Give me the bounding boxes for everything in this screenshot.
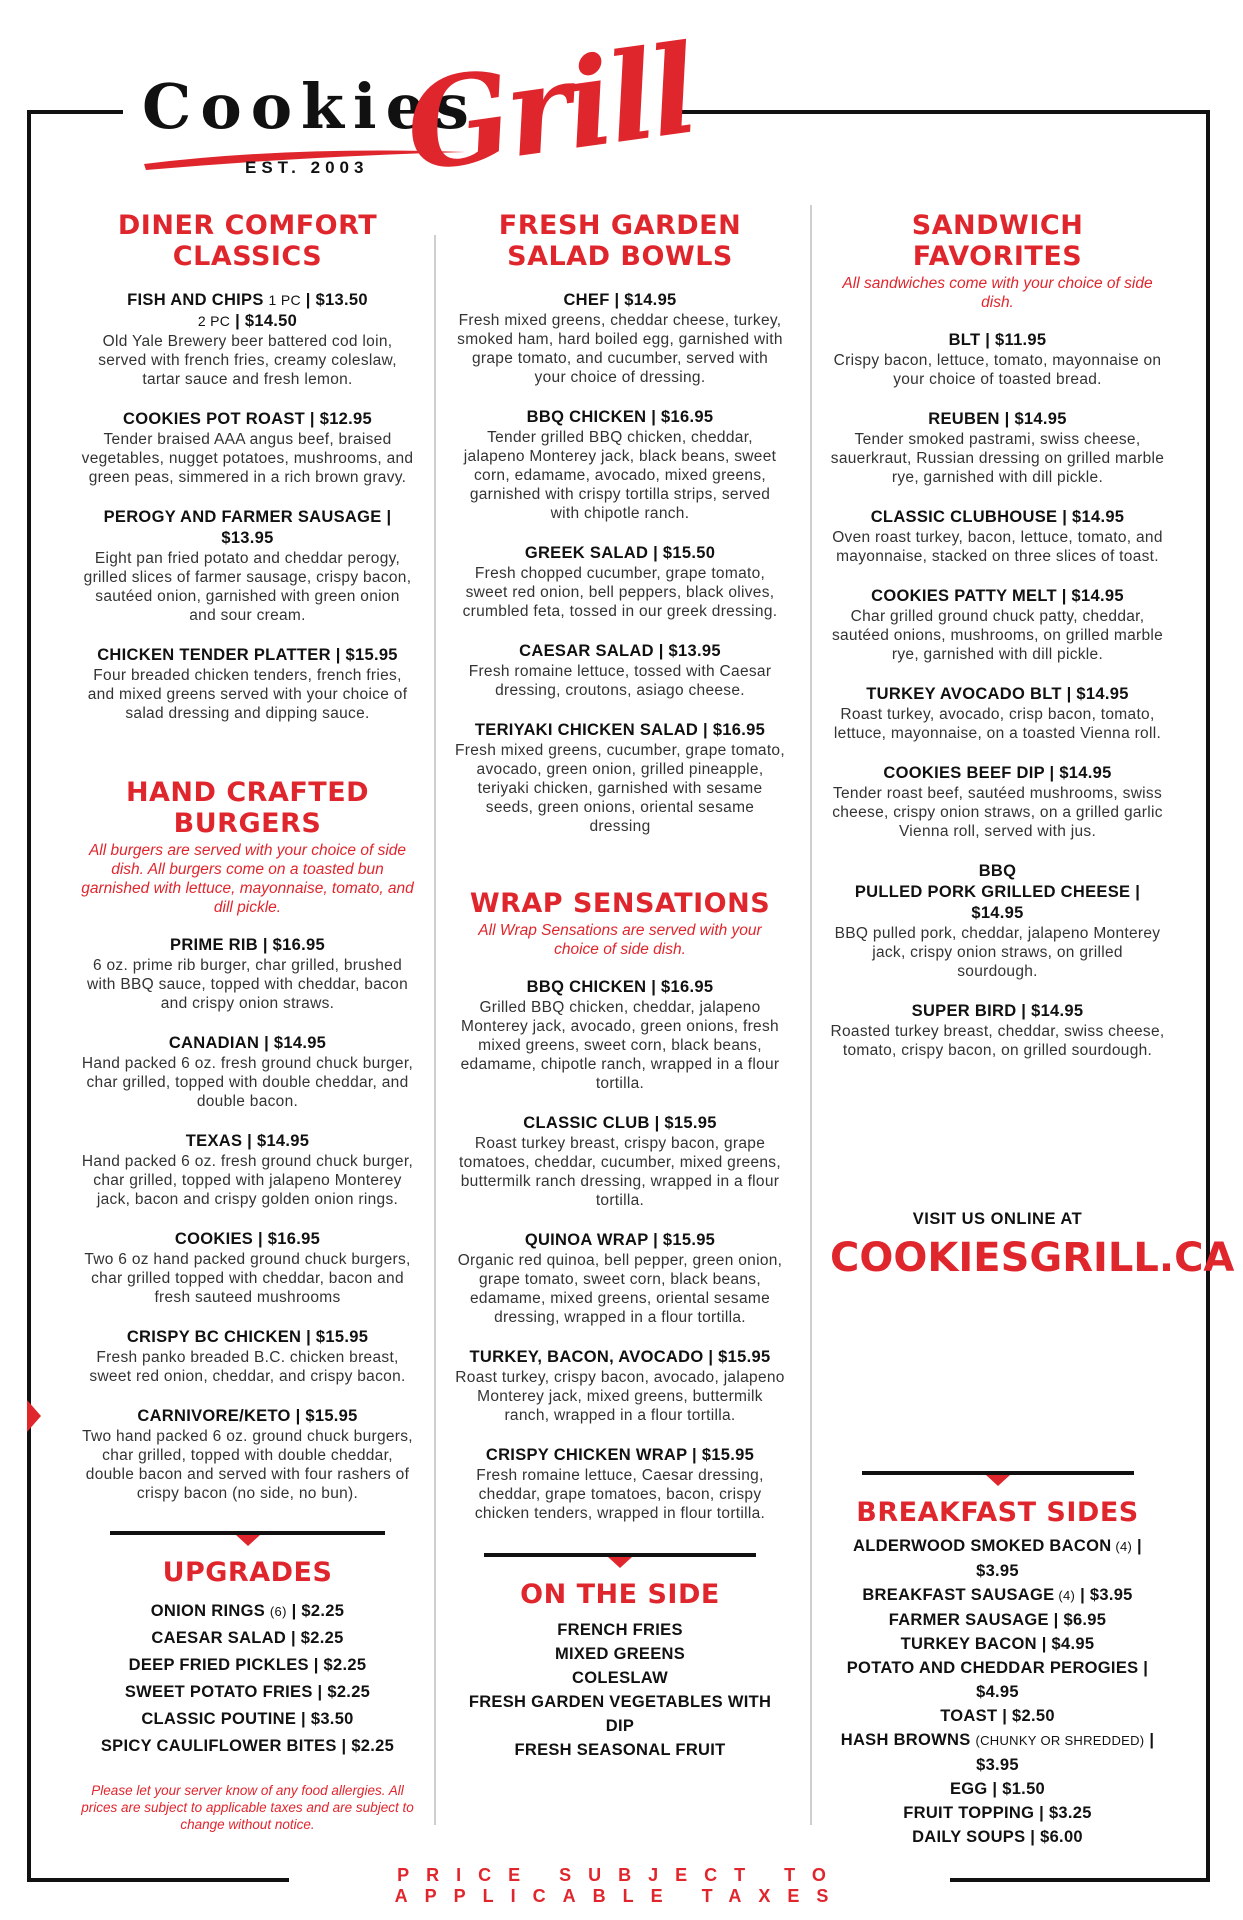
frame-right-border [1206,110,1210,1882]
section-title: BREAKFAST SIDES [856,1497,1139,1528]
section-breakfast-sides [830,1497,1165,1849]
menu-item-name: COOKIES | $16.95 [174,1230,321,1248]
section-separator [110,1531,385,1535]
section-note: All sandwiches come with your choice of side dish. [842,275,1153,311]
menu-column-right [830,210,1235,1849]
menu-item-description: Roasted turkey breast, cheddar, swiss cheese, tomato, crispy bacon, on grilled sourdough. [830,1023,1165,1059]
section-title: UPGRADES [162,1557,333,1588]
menu-item [455,720,785,836]
item-quantity: (4) [1111,1539,1133,1554]
menu-item-name: PEROGY AND FARMER SAUSAGE | $13.95 [103,508,392,547]
menu-item-name: BLT | $11.95 [948,331,1047,349]
menu-item-description: Tender grilled BBQ chicken, cheddar, jalapeno Monterey jack, black beans, sweet corn, edamame, avocado, mixed greens, garnished with crispy tortilla strips, served with chipotle ranch. [463,429,777,522]
menu-item-description: Fresh romaine lettuce, Caesar dressing, cheddar, grape tomatoes, bacon, crispy chicken tenders, wrapped in flour tortilla. [474,1467,766,1522]
menu-item-name: BBQ CHICKEN | $16.95 [526,408,714,426]
item-name-text: HASH BROWNS [840,1731,971,1749]
menu-item-description: Tender braised AAA angus beef, braised vegetables, nugget potatoes, mushrooms, and green peas, simmered in a rich brown gravy. [81,431,414,486]
column-divider-2 [810,205,812,1825]
menu-item-name: TERIYAKI CHICKEN SALAD | $16.95 [474,721,766,739]
item-quantity: (CHUNKY OR SHREDDED) [975,1733,1145,1748]
list-item: EGG | $1.50 [949,1780,1046,1798]
menu-item [80,409,415,487]
menu-item-description: Hand packed 6 oz. fresh ground chuck burger, char grilled, topped with jalapeno Monterey jack, bacon and crispy golden onion rings. [81,1153,414,1208]
list-item: POTATO AND CHEDDAR PEROGIES | $4.95 [846,1659,1149,1701]
item-price: | $3.95 [1080,1586,1133,1604]
list-item: SWEET POTATO FRIES | $2.25 [124,1683,371,1701]
brand-logo [138,16,703,210]
upgrades-list [80,1598,415,1760]
menu-item-description: Old Yale Brewery beer battered cod loin, served with french fries, creamy coleslaw, tartar sauce and fresh lemon. [98,333,397,388]
menu-item-description: Two 6 oz hand packed ground chuck burgers, char grilled topped with cheddar, bacon and fresh sauteed mushrooms [84,1251,411,1306]
menu-item-description: Fresh mixed greens, cheddar cheese, turkey, smoked ham, hard boiled egg, garnished with grape tomato, and cucumber, served with your choice of dressing. [457,312,783,386]
item-name-text: FISH AND CHIPS [127,291,264,309]
menu-item [830,1001,1165,1060]
menu-item [830,763,1165,841]
list-item [80,1598,415,1625]
menu-item-name [830,861,1165,924]
menu-item-description: Crispy bacon, lettuce, tomato, mayonnaise on your choice of toasted bread. [833,352,1162,388]
section-title: DINER COMFORT CLASSICS [117,210,378,272]
menu-item [80,507,415,625]
menu-item-description: Organic red quinoa, bell pepper, green onion, grape tomato, sweet corn, black beans, edamame, mixed greens, oriental sesame dressing, wrapped in a flour tortilla. [457,1252,783,1326]
list-item: FRESH GARDEN VEGETABLES WITH DIP [468,1693,772,1735]
menu-item [80,1327,415,1386]
menu-item-name: PRIME RIB | $16.95 [170,936,325,954]
breakfast-sides-list [830,1534,1165,1849]
menu-item-description: Tender roast beef, sautéed mushrooms, swiss cheese, crispy onion straws, on a grilled garlic Vienna roll, served with jus. [832,785,1163,840]
logo-cookies-text: Cookies [142,70,478,143]
menu-item-description: Oven roast turkey, bacon, lettuce, tomato, and mayonnaise, stacked on three slices of toast. [832,529,1163,565]
menu-item-description: 6 oz. prime rib burger, char grilled, brushed with BBQ sauce, topped with cheddar, bacon and crispy onion straws. [86,957,409,1012]
logo-grill-script: Grill [397,16,703,200]
menu-item [80,290,415,389]
menu-item-name: CLASSIC CLUB | $15.95 [523,1114,717,1132]
section-burgers [80,777,415,1503]
menu-item [455,1347,785,1425]
item-price: | $3.95 [976,1537,1142,1580]
menu-item [830,586,1165,664]
list-item: SPICY CAULIFLOWER BITES | $2.25 [100,1737,395,1755]
menu-item-name: TEXAS | $14.95 [185,1132,310,1150]
menu-item-name: CHICKEN TENDER PLATTER | $15.95 [97,646,398,664]
logo-established: EST. 2003 [245,158,369,177]
frame-top-left-border [27,110,123,114]
item-price: | $14.50 [235,312,298,330]
menu-item-name: CHEF | $14.95 [563,291,677,309]
item-price: | $3.95 [976,1731,1155,1774]
menu-column-left [80,210,415,1847]
menu-item-description: Tender smoked pastrami, swiss cheese, sauerkraut, Russian dressing on grilled marble rye, garnished with dill pickle. [830,431,1165,486]
list-item: DEEP FRIED PICKLES | $2.25 [128,1656,367,1674]
menu-item-name: GREEK SALAD | $15.50 [524,544,716,562]
list-item: COLESLAW [572,1669,668,1687]
section-title: ON THE SIDE [520,1579,720,1610]
section-title: HAND CRAFTED BURGERS [125,777,370,839]
item-name-text: BREAKFAST SAUSAGE [862,1586,1055,1604]
item-name-line: BBQ [978,862,1017,880]
section-wraps [455,888,785,1523]
menu-item-description: Roast turkey breast, crispy bacon, grape tomatoes, cheddar, cucumber, mixed greens, buttermilk ranch dressing, wrapped in a flour tortilla. [459,1135,781,1209]
visit-label: VISIT US ONLINE AT [912,1210,1083,1228]
menu-item-description: Fresh panko breaded B.C. chicken breast, sweet red onion, cheddar, and crispy bacon. [89,1349,406,1385]
section-sandwiches [830,210,1165,1060]
menu-item-description: Two hand packed 6 oz. ground chuck burgers, char grilled, topped with double cheddar, double bacon and served with four rashers of crispy bacon (no side, no bun). [82,1428,413,1502]
menu-item-description: Grilled BBQ chicken, cheddar, jalapeno Monterey jack, avocado, green onions, fresh mixed greens, sweet corn, black beans, edamame, chipotle ranch, wrapped in a flour tortilla. [460,999,780,1092]
section-title: FRESH GARDEN SALAD BOWLS [498,210,742,272]
menu-item-name: SUPER BIRD | $14.95 [911,1002,1084,1020]
list-item [830,1583,1165,1608]
menu-item-name: CAESAR SALAD | $13.95 [519,642,721,660]
menu-item [455,1113,785,1210]
menu-item [455,641,785,700]
item-quantity: (4) [1054,1588,1076,1603]
list-item: TURKEY BACON | $4.95 [900,1635,1095,1653]
menu-item [80,1229,415,1307]
section-title: WRAP SENSATIONS [469,888,771,919]
menu-item [455,1230,785,1327]
item-quantity: 2 PC [197,313,231,329]
section-diner-comfort [80,210,415,723]
menu-item [830,409,1165,487]
item-quantity: (6) [269,1604,287,1619]
menu-item [455,543,785,621]
menu-item [80,645,415,723]
menu-item-name: CLASSIC CLUBHOUSE | $14.95 [870,508,1125,526]
item-name-line: PULLED PORK GRILLED CHEESE | $14.95 [854,883,1141,922]
menu-item [830,330,1165,389]
menu-item [455,407,785,523]
website-link[interactable]: COOKIESGRILL.CA [830,1235,1235,1281]
menu-item-description: Roast turkey, avocado, crisp bacon, tomato, lettuce, mayonnaise, on a toasted Vienna roll. [833,706,1162,742]
menu-item [455,290,785,387]
menu-item-description: Char grilled ground chuck patty, cheddar, sautéed onions, mushrooms, on grilled marble rye, garnished with dill pickle. [831,608,1164,663]
side-triangle-marker [27,1400,41,1432]
list-item: FRUIT TOPPING | $3.25 [903,1804,1092,1822]
item-quantity: 1 PC [268,292,301,308]
section-on-the-side [455,1579,785,1762]
section-separator [484,1553,756,1557]
list-item: FRENCH FRIES [557,1621,683,1639]
menu-item [80,1406,415,1503]
menu-item [80,1131,415,1209]
column-divider-1 [434,235,436,1825]
menu-column-middle [455,210,785,1762]
menu-item [830,861,1165,981]
frame-bottom-right-border [950,1878,1210,1882]
menu-item [80,935,415,1013]
item-price: | $2.25 [291,1602,345,1620]
list-item: CLASSIC POUTINE | $3.50 [141,1710,354,1728]
menu-item-name: BBQ CHICKEN | $16.95 [526,978,714,996]
sides-list [455,1618,785,1762]
section-separator [862,1471,1134,1475]
menu-item-description: Hand packed 6 oz. fresh ground chuck burger, char grilled, topped with double cheddar, and double bacon. [81,1055,414,1110]
item-name-text: ONION RINGS [150,1602,266,1620]
menu-item-description: Fresh chopped cucumber, grape tomato, sweet red onion, bell peppers, black olives, crumbled feta, tossed in our greek dressing. [462,565,778,620]
menu-item [830,507,1165,566]
list-item: FRESH SEASONAL FRUIT [514,1741,726,1759]
list-item: CAESAR SALAD | $2.25 [151,1629,344,1647]
menu-item [830,684,1165,743]
list-item [830,1728,1165,1777]
item-price: | $13.50 [305,291,368,309]
menu-item-description: Fresh mixed greens, cucumber, grape tomato, avocado, green onion, grilled pineapple, teriyaki chicken, garnished with sesame seeds, green onions, oriental sesame dressing [455,742,785,835]
section-note: All burgers are served with your choice of side dish. All burgers come on a toasted bun garnished with lettuce, mayonnaise, tomato, and dill pickle. [81,842,414,916]
section-note: All Wrap Sensations are served with your choice of side dish. [478,922,762,958]
menu-item-name: COOKIES PATTY MELT | $14.95 [871,587,1124,605]
menu-item-name: CRISPY CHICKEN WRAP | $15.95 [485,1446,755,1464]
menu-item-name: COOKIES BEEF DIP | $14.95 [883,764,1112,782]
menu-item-description: Four breaded chicken tenders, french fries, and mixed greens served with your choice of salad dressing and dipping sauce. [87,667,408,722]
list-item: FARMER SAUSAGE | $6.95 [888,1611,1107,1629]
frame-top-right-border [668,110,1210,114]
footer-tax-notice: PRICE SUBJECT TO APPLICABLE TAXES [394,1865,846,1906]
frame-bottom-left-border [27,1878,289,1882]
frame-left-border [27,110,31,1882]
menu-item-description: Fresh romaine lettuce, tossed with Caesar dressing, croutons, asiago cheese. [468,663,772,699]
menu-item-name: COOKIES POT ROAST | $12.95 [123,410,372,428]
menu-item-name: CANADIAN | $14.95 [168,1034,327,1052]
menu-item-name [80,290,415,332]
menu-item [455,1445,785,1523]
list-item: MIXED GREENS [554,1645,686,1663]
list-item: DAILY SOUPS | $6.00 [912,1828,1083,1846]
menu-item-name: TURKEY, BACON, AVOCADO | $15.95 [469,1348,771,1366]
allergy-footnote: Please let your server know of any food allergies. All prices are subject to applicable taxes and are subject to change without notice. [81,1783,414,1832]
menu-item-description: Roast turkey, crispy bacon, avocado, jalapeno Monterey jack, mixed greens, buttermilk ranch, wrapped in a flour tortilla. [455,1369,785,1424]
menu-item-name: TURKEY AVOCADO BLT | $14.95 [866,685,1129,703]
menu-item-description: BBQ pulled pork, cheddar, jalapeno Monterey jack, crispy onion straws, on grilled sourdough. [834,925,1161,980]
menu-item-name: CARNIVORE/KETO | $15.95 [137,1407,358,1425]
menu-item [80,1033,415,1111]
list-item [830,1534,1165,1583]
menu-item-name: REUBEN | $14.95 [928,410,1067,428]
menu-item-description: Eight pan fried potato and cheddar perogy, grilled slices of farmer sausage, crispy bacon, sautéed onion, garnished with green onion and sour cream. [83,550,412,624]
menu-item-name: CRISPY BC CHICKEN | $15.95 [126,1328,369,1346]
menu-item [455,977,785,1093]
list-item: TOAST | $2.50 [940,1707,1055,1725]
section-upgrades [80,1557,415,1833]
item-name-text: ALDERWOOD SMOKED BACON [853,1537,1112,1555]
section-visit-online [830,1210,1235,1281]
section-salads [455,210,785,836]
section-title: SANDWICH FAVORITES [911,210,1084,272]
menu-item-name: QUINOA WRAP | $15.95 [524,1231,716,1249]
